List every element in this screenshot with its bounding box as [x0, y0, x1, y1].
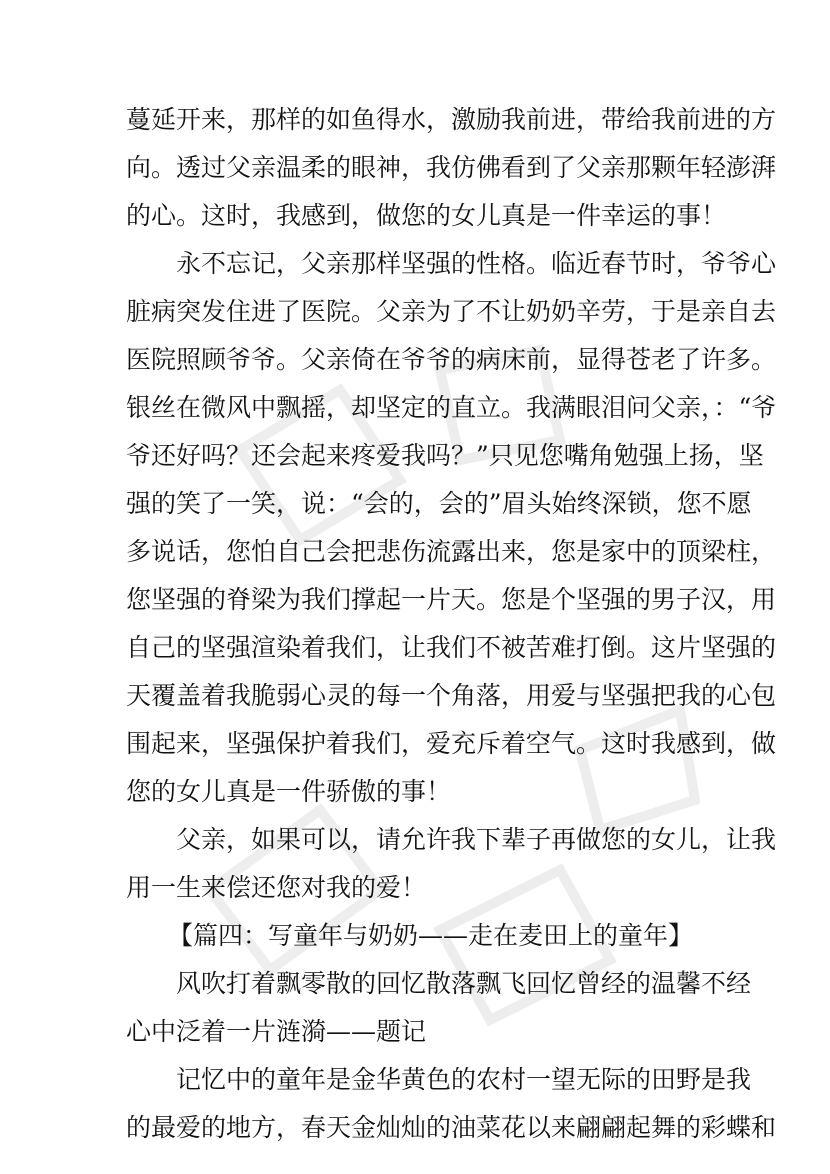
- text-line: 强的笑了一笑，说：“会的，会的”眉头始终深锁，您不愿: [126, 489, 752, 518]
- document-body: [126, 96, 777, 1152]
- text-line: 您坚强的脊梁为我们撑起一片天。您是个坚强的男子汉，用: [126, 585, 777, 614]
- text-line: 脏病突发住进了医院。父亲为了不让奶奶辛劳，于是亲自去: [126, 297, 777, 326]
- text-line: 向。透过父亲温柔的眼神，我仿佛看到了父亲那颗年轻澎湃: [126, 153, 777, 182]
- text-line: 父亲，如果可以，请允许我下辈子再做您的女儿，让我: [176, 825, 777, 854]
- text-line: 多说话，您怕自己会把悲伤流露出来，您是家中的顶梁柱，: [126, 537, 777, 566]
- text-line: 围起来，坚强保护着我们，爱充斥着空气。这时我感到，做: [126, 729, 777, 758]
- text-line: 天覆盖着我脆弱心灵的每一个角落，用爱与坚强把我的心包: [126, 681, 777, 710]
- text-line: 的心。这时，我感到，做您的女儿真是一件幸运的事！: [126, 201, 727, 230]
- text-line: 爷还好吗？还会起来疼爱我吗？”只见您嘴角勉强上扬，坚: [126, 441, 764, 470]
- text-line: 风吹打着飘零散的回忆散落飘飞回忆曾经的温馨不经: [176, 969, 752, 998]
- section-heading: 【篇四：写童年与奶奶——走在麦田上的童年】: [168, 921, 694, 950]
- text-line: 的最爱的地方，春天金灿灿的油菜花以来翩翩起舞的彩蝶和: [126, 1113, 777, 1142]
- text-line: 您的女儿真是一件骄傲的事！: [126, 777, 452, 806]
- text-line: 记忆中的童年是金华黄色的农村一望无际的田野是我: [176, 1065, 752, 1094]
- text-line: 用一生来偿还您对我的爱！: [126, 873, 427, 902]
- text-line: 自己的坚强渲染着我们，让我们不被苦难打倒。这片坚强的: [126, 633, 777, 662]
- text-line: 心中泛着一片涟漪——题记: [126, 1017, 427, 1046]
- text-line: 银丝在微风中飘摇，却坚定的直立。我满眼泪问父亲，：“爷: [126, 393, 777, 422]
- text-line: 蔓延开来，那样的如鱼得水，激励我前进，带给我前进的方: [126, 105, 777, 134]
- text-line: 医院照顾爷爷。父亲倚在爷爷的病床前，显得苍老了许多。: [126, 345, 777, 374]
- text-line: 永不忘记，父亲那样坚强的性格。临近春节时，爷爷心: [176, 249, 777, 278]
